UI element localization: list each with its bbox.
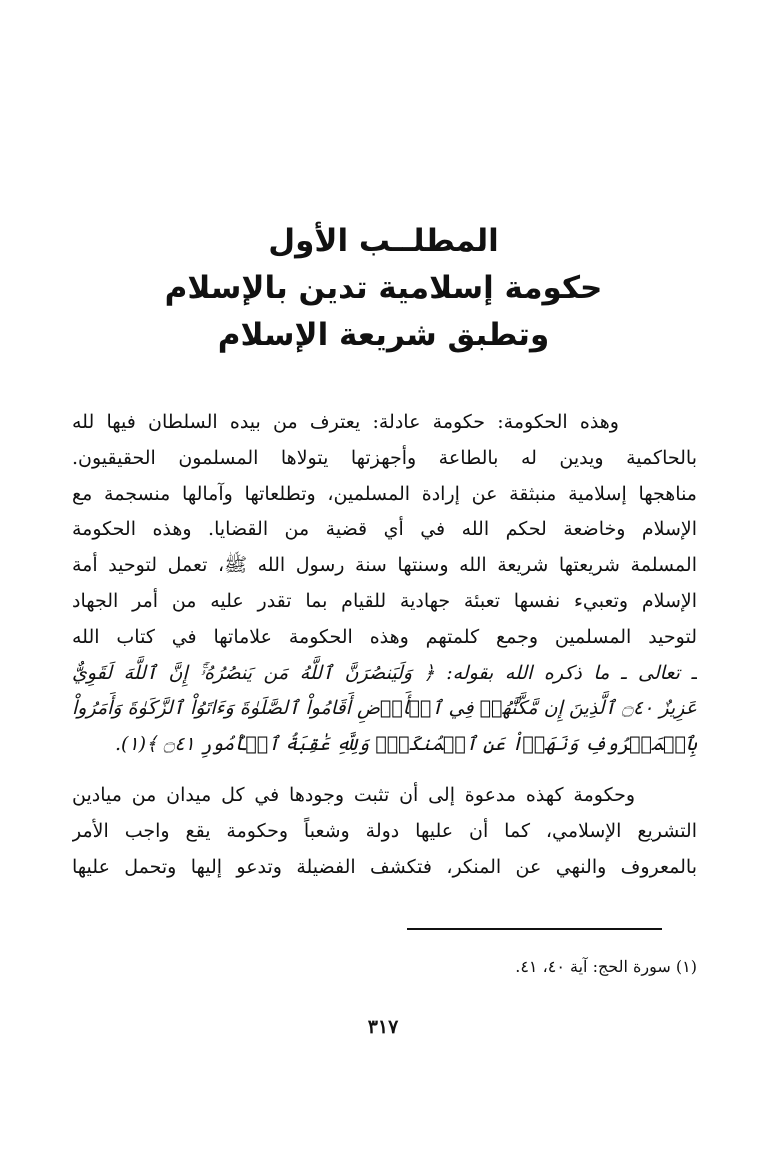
page-number: ٣١٧: [367, 1016, 399, 1038]
text-line: الإسلام وخاضعة لحكم الله في أي قضية من القضايا. وهذه الحكومة: [72, 518, 697, 541]
quran-verse-line: بِٱلۡمَعۡرُوفِ وَنَهَوۡاْ عَنِ ٱلۡمُنكَرِۗ وَلِلَّهِ عَٰقِبَةُ ٱلۡأُمُورِ ۝٤١ ﴾(١).: [114, 733, 697, 756]
heading-line-3: وتطبق شريعة الإسلام: [217, 317, 550, 353]
text-line: لتوحيد المسلمين وجمع كلمتهم وهذه الحكومة علاماتها في كتاب الله: [72, 625, 697, 648]
text-line: وحكومة كهذه مدعوة إلى أن تثبت وجودها في كل ميدان من ميادين: [72, 784, 635, 806]
heading-line-1: المطلــب الأول: [268, 223, 499, 259]
text-line: وهذه الحكومة: حكومة عادلة: يعترف من بيده السلطان فيها لله: [72, 411, 619, 433]
footnote-divider: [407, 928, 662, 930]
footnote: (١) سورة الحج: آية ٤٠، ٤١.: [515, 957, 697, 976]
heading-line-2: حكومة إسلامية تدين بالإسلام: [164, 270, 603, 306]
paragraph-2: [72, 778, 697, 885]
text-line: مناهجها إسلامية منبثقة عن إرادة المسلمين، وتطلعاتها وآمالها منسجمة مع: [72, 482, 697, 505]
section-heading: [60, 218, 707, 359]
quran-verse-line: عَزِيزٌ ۝٤٠ ٱلَّذِينَ إِن مَّكَّنَّٰهُمۡ فِي ٱلۡأَرۡضِ أَقَامُواْ ٱلصَّلَوٰةَ وَءَاتَوُاْ ٱلزَّكَوٰةَ وَأَمَرُواْ: [72, 697, 697, 720]
text-line: التشريع الإسلامي، كما أن عليها دولة وشعباً وحكومة يقع واجب الأمر: [72, 819, 697, 842]
paragraph-1: [72, 405, 697, 763]
text-line: الإسلام وتعبيء نفسها تعبئة جهادية للقيام بما تقدر عليه من أمر الجهاد: [72, 589, 697, 612]
text-line: بالمعروف والنهي عن المنكر، فتكشف الفضيلة وتدعو إليها وتحمل عليها: [72, 855, 697, 878]
quran-verse-line: ـ تعالى ـ ما ذكره الله بقوله: ﴿ وَلَيَنصُرَنَّ ٱللَّهُ مَن يَنصُرُهُۥٓۚ إِنَّ ٱللَّهَ لَقَوِيٌّ: [72, 661, 697, 684]
text-line: المسلمة شريعتها شريعة الله وسنتها سنة رسول الله ﷺ، تعمل لتوحيد أمة: [72, 554, 697, 577]
text-line: بالحاكمية ويدين له بالطاعة وأجهزتها يتولاها المسلمون الحقيقيون.: [72, 446, 697, 469]
